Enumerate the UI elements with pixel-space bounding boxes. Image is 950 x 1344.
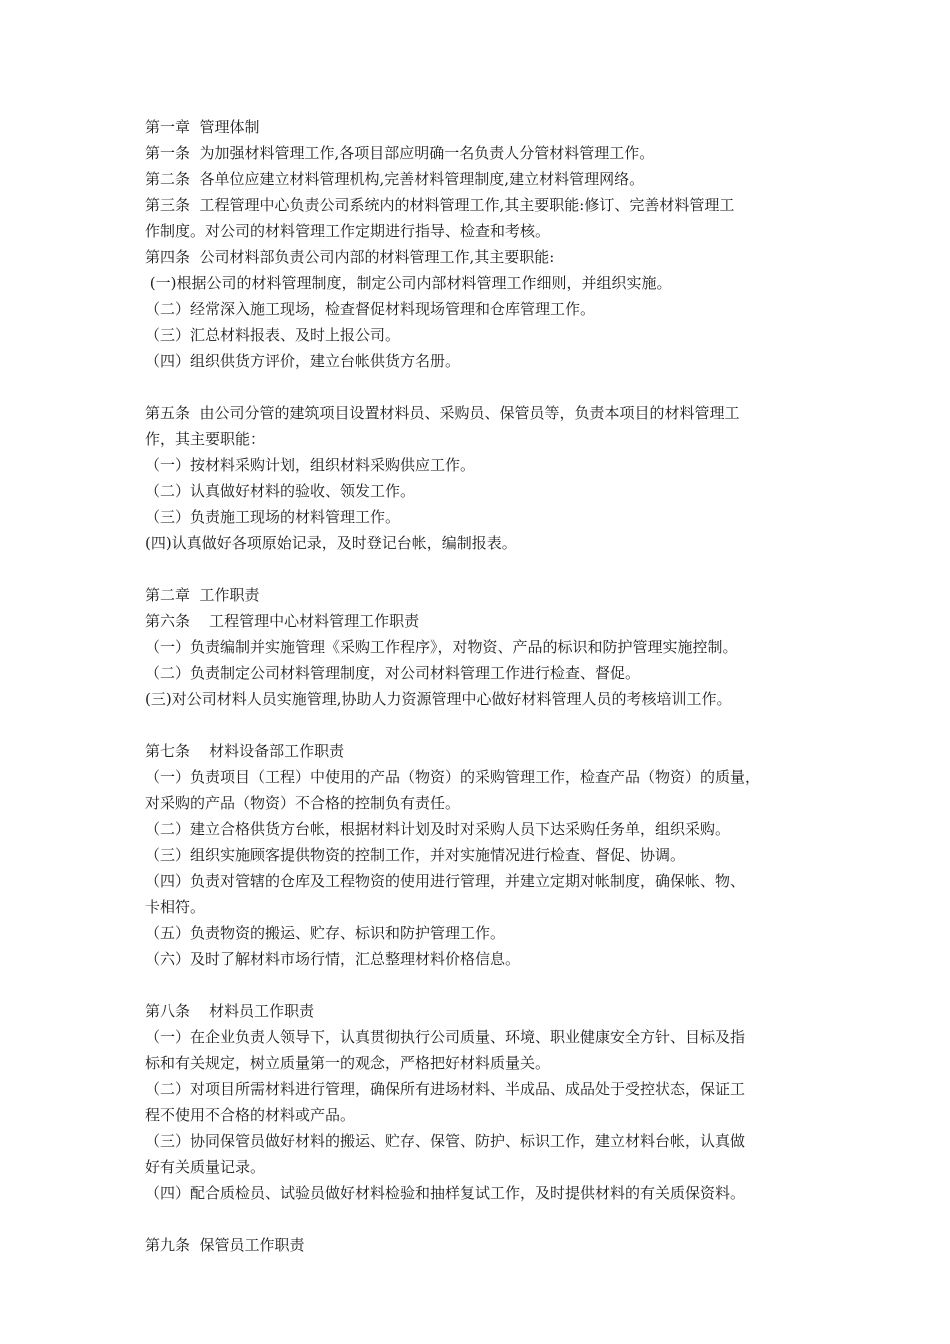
list-item: (一)根据公司的材料管理制度，制定公司内部材料管理工作细则，并组织实施。 bbox=[145, 274, 672, 292]
article-text: 第五条 由公司分管的建筑项目设置材料员、采购员、保管员等，负责本项目的材料管理工 bbox=[145, 404, 740, 422]
list-item: （二）对项目所需材料进行管理，确保所有进场材料、半成品、成品处于受控状态，保证工 bbox=[145, 1080, 746, 1098]
list-item: （二）建立合格供货方台帐，根据材料计划及时对采购人员下达采购任务单，组织采购。 bbox=[145, 820, 731, 838]
document-body bbox=[145, 114, 815, 1258]
article-text: 第一条 为加强材料管理工作,各项目部应明确一名负责人分管材料管理工作。 bbox=[145, 144, 655, 162]
list-item: （一）负责项目（工程）中使用的产品（物资）的采购管理工作，检查产品（物资）的质量， bbox=[145, 768, 761, 786]
list-item: （五）负责物资的搬运、贮存、标识和防护管理工作。 bbox=[145, 924, 506, 942]
list-item: （一）负责编制并实施管理《采购工作程序》，对物资、产品的标识和防护管理实施控制。 bbox=[145, 638, 738, 656]
article-text: 作，其主要职能： bbox=[145, 430, 266, 448]
list-item: （四）组织供货方评价，建立台帐供货方名册。 bbox=[145, 352, 461, 370]
list-item: 程不使用不合格的材料或产品。 bbox=[145, 1106, 356, 1124]
article-heading: 第九条 保管员工作职责 bbox=[145, 1236, 305, 1254]
list-item: 标和有关规定，树立质量第一的观念，严格把好材料质量关。 bbox=[145, 1054, 551, 1072]
list-item: （二）认真做好材料的验收、领发工作。 bbox=[145, 482, 416, 500]
chapter-heading: 第二章 工作职责 bbox=[145, 586, 260, 604]
article-heading: 第六条 工程管理中心材料管理工作职责 bbox=[145, 612, 420, 630]
list-item: 好有关质量记录。 bbox=[145, 1158, 266, 1176]
list-item: （三）协同保管员做好材料的搬运、贮存、保管、防护、标识工作，建立材料台帐，认真做 bbox=[145, 1132, 746, 1150]
list-item: 卡相符。 bbox=[145, 898, 206, 916]
list-item: （三）负责施工现场的材料管理工作。 bbox=[145, 508, 401, 526]
article-text: 第三条 工程管理中心负责公司系统内的材料管理工作,其主要职能:修订、完善材料管理工 bbox=[145, 196, 735, 214]
blank-line bbox=[145, 972, 815, 998]
list-item: （二）经常深入施工现场，检查督促材料现场管理和仓库管理工作。 bbox=[145, 300, 596, 318]
list-item: （四）配合质检员、试验员做好材料检验和抽样复试工作，及时提供材料的有关质保资料。 bbox=[145, 1184, 746, 1202]
list-item: (四)认真做好各项原始记录，及时登记台帐，编制报表。 bbox=[145, 534, 517, 552]
article-text: 第二条 各单位应建立材料管理机构,完善材料管理制度,建立材料管理网络。 bbox=[145, 170, 645, 188]
article-heading: 第七条 材料设备部工作职责 bbox=[145, 742, 345, 760]
blank-line bbox=[145, 556, 815, 582]
list-item: 对采购的产品（物资）不合格的控制负有责任。 bbox=[145, 794, 461, 812]
list-item: （三）汇总材料报表、及时上报公司。 bbox=[145, 326, 401, 344]
article-heading: 第八条 材料员工作职责 bbox=[145, 1002, 315, 1020]
list-item: （六）及时了解材料市场行情，汇总整理材料价格信息。 bbox=[145, 950, 521, 968]
list-item: （三）组织实施顾客提供物资的控制工作，并对实施情况进行检查、督促、协调。 bbox=[145, 846, 686, 864]
list-item: （一）按材料采购计划，组织材料采购供应工作。 bbox=[145, 456, 476, 474]
list-item: （四）负责对管辖的仓库及工程物资的使用进行管理，并建立定期对帐制度，确保帐、物、 bbox=[145, 872, 746, 890]
article-text: 第四条 公司材料部负责公司内部的材料管理工作,其主要职能: bbox=[145, 248, 555, 266]
blank-line bbox=[145, 374, 815, 400]
blank-line bbox=[145, 1206, 815, 1232]
blank-line bbox=[145, 712, 815, 738]
list-item: （一）在企业负责人领导下，认真贯彻执行公司质量、环境、职业健康安全方针、目标及指 bbox=[145, 1028, 746, 1046]
chapter-heading: 第一章 管理体制 bbox=[145, 118, 260, 136]
list-item: （二）负责制定公司材料管理制度，对公司材料管理工作进行检查、督促。 bbox=[145, 664, 641, 682]
list-item: (三)对公司材料人员实施管理,协助人力资源管理中心做好材料管理人员的考核培训工作。 bbox=[145, 690, 732, 708]
article-text: 作制度。对公司的材料管理工作定期进行指导、检查和考核。 bbox=[145, 222, 551, 240]
